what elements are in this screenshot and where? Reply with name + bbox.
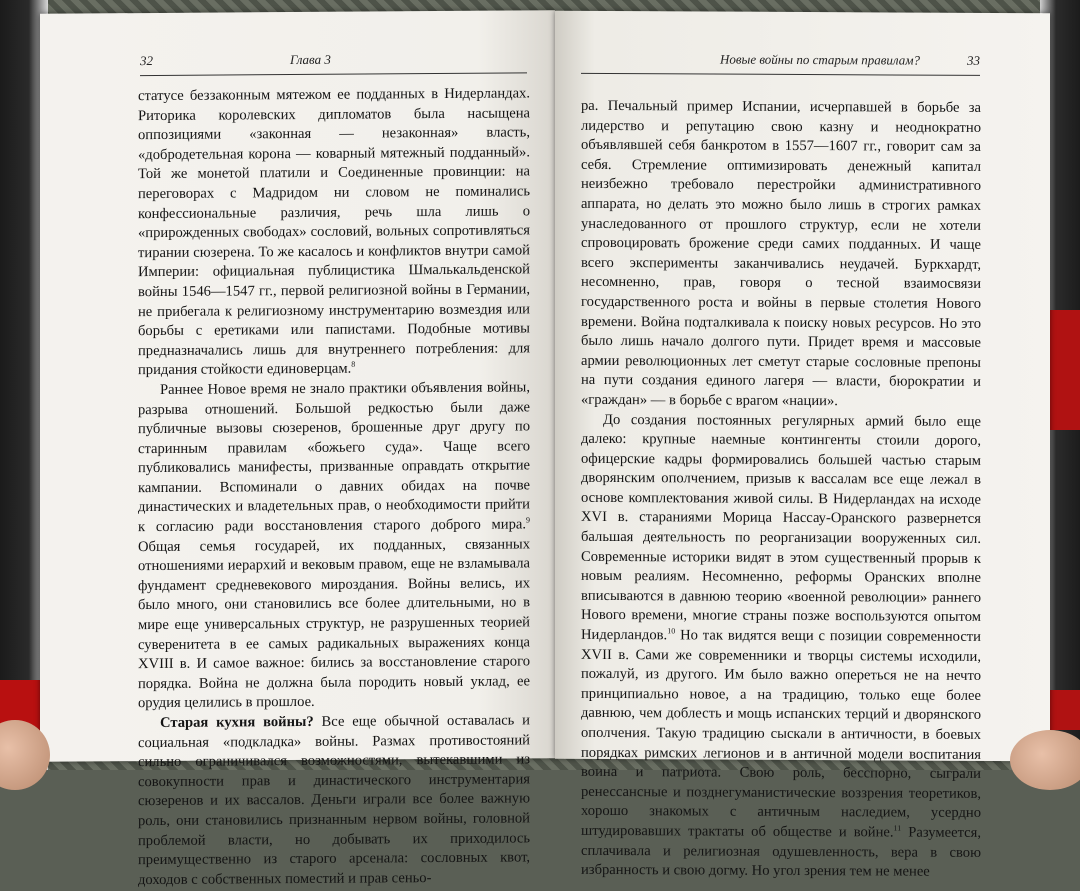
- running-head: Новые войны по старым правилам?: [719, 51, 920, 68]
- section-lead: Старая кухня войны?: [160, 713, 314, 731]
- header-rule: [140, 72, 527, 76]
- right-page-body: [581, 97, 981, 883]
- thumb: [1010, 730, 1080, 790]
- header-rule: [581, 73, 980, 76]
- paragraph: статусе беззаконным мятежом ее подданных в Нидерландах. Риторика королевских дипломатов была насыщена оппозициями «законная — незаконная» власть, «добродетельная корона — коварный мятежный подданный». Той же монетой платили и Соединенные провинции: на переговорах с Мадридом ни словом не поминались конфессиональные различия, речь шла лишь о «прирожденных свободах» сословий, вольных сопротивляться тирании сюзерена. То же касалось и конфликтов внутри самой Империи: официальная публицистика Шмалькальденской войны 1546—1547 гг., первой религиозной войны в Германии, не прибегала к религиозному инструментарию возмездия или борьбы с еретиками или папистами. Подобные мотивы предназначались лишь для внутреннего потребления: для придания стойкости единоверцам.$^8$: [138, 85, 530, 379]
- left-page-header: [140, 50, 527, 71]
- page-number: 33: [967, 52, 980, 68]
- cover-red-stripe: [1050, 690, 1080, 730]
- paragraph: До создания постоянных регулярных армий было еще далеко: крупные наемные контингенты стоили дорого, офицерские кадры формировались большей частью старым дворянским ополчением, призыв к вассалам все еще лежал в основе комплектования живой силы. В Нидерландах на исходе XVI в. стараниями Морица Нассау-Оранского развернется бальшая деятельность по реорганизации вооруженных сил. Современные историки видят в этом существенный прорыв к новым реалиям. Несомненно, реформы Оранских вполне вписываются в давнюю теорию «военной революции» раннего Нового времени, многие страны позже воспользуются опытом Нидерландов.$^{10}$ Но так видятся вещи с позиции современности XVII в. Сами же современники и творцы системы исходили, пожалуй, из другого. Им было важно опереться не на нечто принципиально новое, а на традицию, только еще более давнюю, чем доблесть и мощь испанских терций и дворянского ополчения. Такую традицию сыскали в античности, в боевых порядках римских легионов и в античной модели воспитания воина и патриота. Свою роль, бесспорно, сыграли ренессансные и позднегуманистические воззрения теоретиков, хорошо знакомых с античным наследием, усердно штудировавших трактаты об обществе и войне.$^{11}$ Разумеется, сплачивала и религиозная одушевленность, вера в свою избранность и свою догму. Но угол зрения тем не менее: [581, 411, 981, 880]
- paragraph: ра. Печальный пример Испании, исчерпавшей в борьбе за лидерство и репутацию свою казну и неоднократно объявлявшей себя банкротом в 1557—1607 гг., говорит сам за себя. Стремление оптимизировать денежный капитал неизбежно требовало перестройки административного аппарата, но делать это можно было лишь в строгих рамках унаследованного от прошлого структур, если не хотели спровоцировать брожение среди самих подданных. И чаще всего эксперименты заканчивались неудачей. Буркхардт, несомненно, прав, говоря о тесной взаимосвязи государственного роста и войны в первые столетия Нового времени. Война подталкивала к поиску новых ресурсов. Но это было лишь начало долгого пути. Придет время и массовые армии революционных лет сметут старые сословные препоны на пути создания единого лагеря — власти, бюрократии и «граждан» — в борьбе с врагом «нации».: [581, 97, 981, 410]
- running-head: Глава 3: [290, 51, 331, 68]
- right-page-header: [581, 51, 980, 71]
- page-number: 32: [140, 53, 153, 69]
- left-page: [40, 10, 555, 888]
- paragraph: Раннее Новое время не знало практики объявления войны, разрыва отношений. Большой редкостью были даже публичные вызовы сюзеренов, брошенные друг другу по старинным правилам «божьего суда». Чаще всего публиковались манифесты, призванные оправдать открытие кампании. Вспоминали о давних обидах на почве династических и владетельных прав, о необходимости прийти к согласию ради восстановления старого доброго мира.$^9$ Общая семья государей, их подданных, связанных отношениями иерархий и вековым правом, еще не взламывала фундамент средневекового мироздания. Войны велись, их было много, они становились все более длительными, но в мире еще универсальных структур, не разрушенных теорией суверенитета в ее самых радикальных выражениях конца XVIII в. И самое важное: бились за восстановление старого порядка. Война не должна была породить новый уклад, ее орудия целились в прошлое.: [138, 379, 530, 712]
- paragraph: Старая кухня войны? Все еще обычной оставалась и социальная «подкладка» войны. Размах противостояний сильно ограничивался возможностями, вытекавшими из совокупности прав и династического инструментария сюзеренов и их вассалов. Деньги играли все более важную роль, они становились признанным нервом войны, головной проблемой власти, но добывать их приходилось преимущественно из старого арсенала: сословных квот, доходов с собственных поместий и прав сеньо-: [138, 712, 530, 888]
- right-page: [555, 11, 1050, 880]
